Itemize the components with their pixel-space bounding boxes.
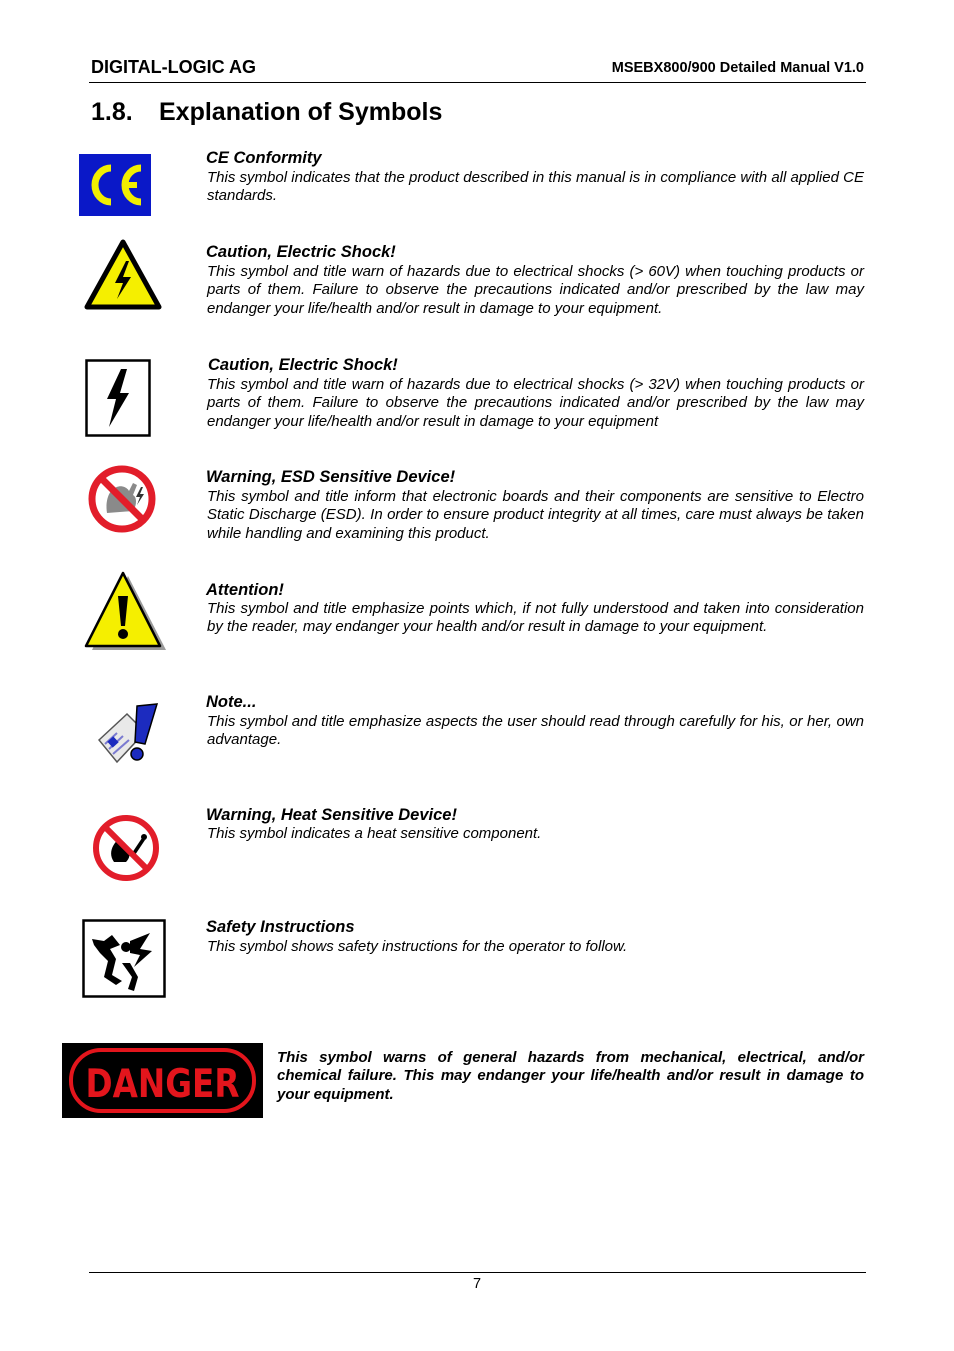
entry-title: Safety Instructions [206,918,355,936]
danger-sign-icon [62,1043,263,1118]
entry-text: This symbol and title warn of hazards due to electrical shocks (> 60V) when touching products or parts of them. Failure to observe the precautions indicated and/or prescribed by the law may endanger your life/health and/or result in damage to your equipment. [207,263,864,317]
page-number: 7 [472,1276,482,1292]
entry-text: This symbol and title emphasize aspects the user should read through carefully for his, or her, own advantage. [207,713,864,749]
electric-shock-warning-icon [84,239,162,311]
heat-prohibited-icon [90,812,162,884]
company-name: DIGITAL-LOGIC AG [91,57,256,77]
entry-title: Attention! [206,581,284,599]
entry-text: This symbol and title emphasize points which, if not fully understood and taken into consideration by the reader, may endanger your health and/or result in damage to your equipment. [207,600,864,636]
section-heading [91,98,442,127]
ce-mark-icon [79,154,151,216]
safety-instructions-icon [82,919,166,998]
entry-title: Warning, Heat Sensitive Device! [206,806,457,824]
entry-title: Caution, Electric Shock! [208,356,398,374]
attention-exclamation-icon [84,570,168,654]
section-title: Explanation of Symbols [159,98,443,126]
entry-text: This symbol and title inform that electronic boards and their components are sensitive to Electro Static Discharge (ESD). In order to ensure product integrity at all times, care must always be taken while handling and examining this product. [207,488,864,542]
entry-text: This symbol and title warn of hazards due to electrical shocks (> 32V) when touching products or parts of them. Failure to observe the precautions indicated and/or prescribed by the law may endanger your life/health and/or result in damage to your equipment [207,376,864,430]
entry-title: CE Conformity [206,149,322,167]
entry-text: This symbol indicates that the product described in this manual is in compliance with all applied CE standards. [207,169,864,205]
lightning-box-icon [85,359,151,437]
entry-text: This symbol indicates a heat sensitive component. [207,825,542,842]
note-exclamation-icon [93,700,173,772]
section-number: 1.8. [91,98,133,126]
entry-title: Warning, ESD Sensitive Device! [206,468,456,486]
entry-title: Note... [206,693,257,711]
page-header [89,56,866,83]
esd-prohibited-icon [87,461,157,537]
danger-text: This symbol warns of general hazards from mechanical, electrical, and/or chemical failure. This may endanger your life/health and/or result in damage to your equipment. [277,1049,864,1103]
danger-label: DANGER [85,1062,240,1107]
entry-title: Caution, Electric Shock! [206,243,396,261]
footer-rule [89,1272,866,1273]
entry-text: This symbol shows safety instructions for the operator to follow. [207,938,628,955]
manual-title: MSEBX800/900 Detailed Manual V1.0 [611,60,864,76]
